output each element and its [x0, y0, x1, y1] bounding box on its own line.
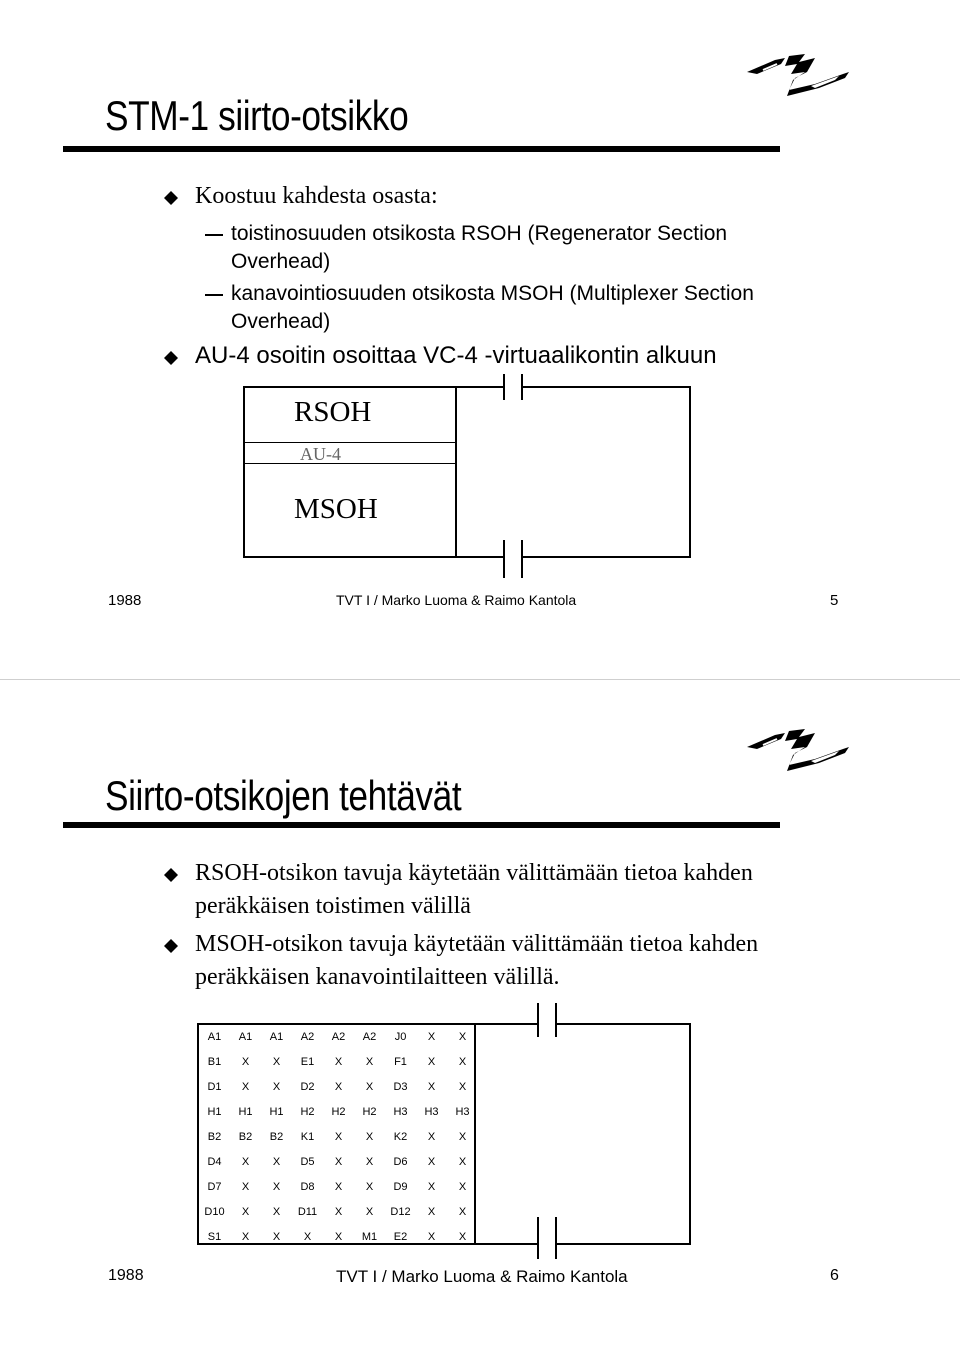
overhead-byte-cell: H3	[424, 1105, 439, 1118]
bullet-text: MSOH-otsikon tavuja käytetään välittämään tietoa kahden	[195, 931, 759, 957]
bullet-text: RSOH-otsikon tavuja käytetään välittämään tietoa kahden	[195, 860, 753, 886]
overhead-byte-cell: X	[272, 1080, 281, 1093]
au4-divider	[243, 463, 456, 464]
slide-6	[0, 680, 960, 1357]
footer-page-number: 6	[830, 1267, 839, 1284]
overhead-byte-cell: H2	[362, 1105, 377, 1118]
msoh-label: MSOH	[294, 493, 378, 525]
dash-bullet	[205, 294, 223, 296]
overhead-row	[199, 1099, 478, 1124]
title-underline	[63, 146, 780, 152]
break-mark	[538, 1217, 556, 1259]
rsoh-label: RSOH	[294, 396, 372, 428]
overhead-byte-cell: H1	[238, 1105, 253, 1118]
overhead-byte-cell: X	[458, 1230, 467, 1243]
overhead-byte-cell: D6	[393, 1155, 408, 1168]
overhead-byte-cell: X	[365, 1080, 374, 1093]
rsoh-divider	[243, 442, 456, 443]
footer-year: 1988	[108, 592, 142, 609]
break-mark	[504, 374, 522, 400]
diamond-bullet-icon	[163, 190, 179, 206]
overhead-byte-cell: X	[241, 1180, 250, 1193]
bullet-text: Koostuu kahdesta osasta:	[195, 183, 438, 209]
diamond-bullet-icon	[163, 350, 179, 366]
overhead-row	[199, 1074, 478, 1099]
overhead-byte-cell: A1	[269, 1030, 284, 1043]
overhead-byte-cell: J0	[394, 1030, 407, 1043]
overhead-row	[199, 1174, 478, 1199]
break-mark	[504, 540, 522, 578]
overhead-byte-cell: X	[334, 1155, 343, 1168]
overhead-byte-cell: X	[458, 1205, 467, 1218]
overhead-byte-cell: A1	[238, 1030, 253, 1043]
au4-label: AU-4	[300, 444, 341, 464]
overhead-byte-cell: A2	[362, 1030, 377, 1043]
diamond-bullet-icon	[163, 938, 179, 954]
overhead-byte-cell: X	[427, 1030, 436, 1043]
sub-item-text: kanavointiosuuden otsikosta MSOH (Multiplexer Section	[231, 282, 754, 305]
overhead-byte-cell: S1	[207, 1230, 222, 1243]
overhead-divider	[455, 386, 457, 558]
overhead-byte-cell: X	[241, 1230, 250, 1243]
overhead-byte-cell: D12	[390, 1205, 411, 1218]
overhead-byte-cell: D3	[393, 1080, 408, 1093]
overhead-byte-cell: X	[427, 1180, 436, 1193]
overhead-byte-cell: X	[427, 1205, 436, 1218]
overhead-byte-cell: F1	[394, 1055, 407, 1068]
title-underline	[63, 822, 780, 828]
overhead-byte-cell: B2	[207, 1130, 222, 1143]
overhead-byte-cell: X	[458, 1080, 467, 1093]
slide-title: Siirto-otsikojen tehtävät	[105, 772, 462, 819]
overhead-byte-cell: B2	[269, 1130, 284, 1143]
overhead-byte-cell: X	[365, 1205, 374, 1218]
overhead-byte-cell: X	[458, 1155, 467, 1168]
logo-icon	[745, 50, 855, 100]
overhead-byte-cell: X	[365, 1155, 374, 1168]
overhead-byte-cell: X	[241, 1080, 250, 1093]
overhead-byte-cell: E2	[393, 1230, 408, 1243]
overhead-row	[199, 1149, 478, 1174]
overhead-byte-cell: X	[272, 1055, 281, 1068]
footer-authors: TVT I / Marko Luoma & Raimo Kantola	[336, 592, 577, 608]
overhead-byte-cell: A1	[207, 1030, 222, 1043]
sub-item-text: Overhead)	[231, 310, 331, 333]
overhead-byte-cell: X	[365, 1130, 374, 1143]
overhead-byte-cell: D8	[300, 1180, 315, 1193]
overhead-byte-cell: X	[241, 1155, 250, 1168]
overhead-byte-cell: A2	[331, 1030, 346, 1043]
overhead-byte-cell: X	[334, 1205, 343, 1218]
overhead-byte-cell: H3	[393, 1105, 408, 1118]
overhead-byte-cell: H2	[300, 1105, 315, 1118]
overhead-byte-cell: X	[458, 1180, 467, 1193]
overhead-byte-cell: X	[272, 1230, 281, 1243]
overhead-byte-cell: X	[334, 1055, 343, 1068]
overhead-byte-cell: X	[303, 1230, 312, 1243]
overhead-byte-cell: A2	[300, 1030, 315, 1043]
overhead-row	[199, 1124, 478, 1149]
overhead-byte-cell: X	[458, 1130, 467, 1143]
overhead-byte-cell: X	[272, 1205, 281, 1218]
overhead-byte-cell: X	[334, 1230, 343, 1243]
slide-title: STM-1 siirto-otsikko	[105, 92, 409, 139]
dash-bullet	[205, 234, 223, 236]
overhead-byte-cell: D7	[207, 1180, 222, 1193]
overhead-byte-cell: H3	[455, 1105, 470, 1118]
overhead-byte-cell: X	[427, 1080, 436, 1093]
footer-page-number: 5	[830, 592, 839, 609]
footer-authors: TVT I / Marko Luoma & Raimo Kantola	[336, 1267, 628, 1286]
overhead-byte-cell: H2	[331, 1105, 346, 1118]
break-mark	[538, 1003, 556, 1037]
bullet-text: peräkkäisen kanavointilaitteen välillä.	[195, 964, 560, 990]
overhead-byte-cell: X	[365, 1055, 374, 1068]
overhead-row	[199, 1224, 478, 1249]
overhead-byte-cell: K1	[300, 1130, 315, 1143]
overhead-byte-cell: X	[427, 1155, 436, 1168]
overhead-byte-cell: M1	[361, 1230, 378, 1243]
overhead-byte-cell: B2	[238, 1130, 253, 1143]
logo-icon	[745, 725, 855, 775]
overhead-byte-cell: X	[334, 1180, 343, 1193]
overhead-byte-cell: X	[272, 1155, 281, 1168]
overhead-byte-cell: H1	[269, 1105, 284, 1118]
overhead-byte-cell: B1	[207, 1055, 222, 1068]
diamond-bullet-icon	[163, 867, 179, 883]
overhead-byte-cell: D5	[300, 1155, 315, 1168]
overhead-byte-cell: X	[241, 1055, 250, 1068]
footer-year: 1988	[108, 1267, 144, 1284]
overhead-byte-cell: E1	[300, 1055, 315, 1068]
overhead-byte-cell: X	[427, 1230, 436, 1243]
sub-item-text: toistinosuuden otsikosta RSOH (Regenerator Section	[231, 222, 728, 245]
overhead-row	[199, 1049, 478, 1074]
overhead-row	[199, 1199, 478, 1224]
sub-item-text: Overhead)	[231, 250, 331, 273]
overhead-byte-cell: X	[241, 1205, 250, 1218]
overhead-byte-cell: X	[334, 1130, 343, 1143]
overhead-byte-cell: X	[427, 1130, 436, 1143]
bullet-text: peräkkäisen toistimen välillä	[195, 893, 471, 919]
overhead-bytes-table	[199, 1024, 478, 1249]
overhead-byte-cell: X	[458, 1055, 467, 1068]
overhead-byte-cell: D2	[300, 1080, 315, 1093]
overhead-byte-cell: H1	[207, 1105, 222, 1118]
overhead-byte-cell: X	[272, 1180, 281, 1193]
overhead-byte-cell: D1	[207, 1080, 222, 1093]
overhead-byte-cell: K2	[393, 1130, 408, 1143]
overhead-byte-cell: X	[365, 1180, 374, 1193]
overhead-row	[199, 1024, 478, 1049]
overhead-byte-cell: X	[334, 1080, 343, 1093]
overhead-byte-cell: X	[458, 1030, 467, 1043]
bullet-text: AU-4 osoitin osoittaa VC-4 -virtuaalikontin alkuun	[195, 342, 717, 369]
overhead-byte-cell: D4	[207, 1155, 222, 1168]
overhead-byte-cell: D11	[297, 1205, 318, 1218]
overhead-byte-cell: D9	[393, 1180, 408, 1193]
overhead-byte-cell: D10	[204, 1205, 225, 1218]
overhead-byte-cell: X	[427, 1055, 436, 1068]
